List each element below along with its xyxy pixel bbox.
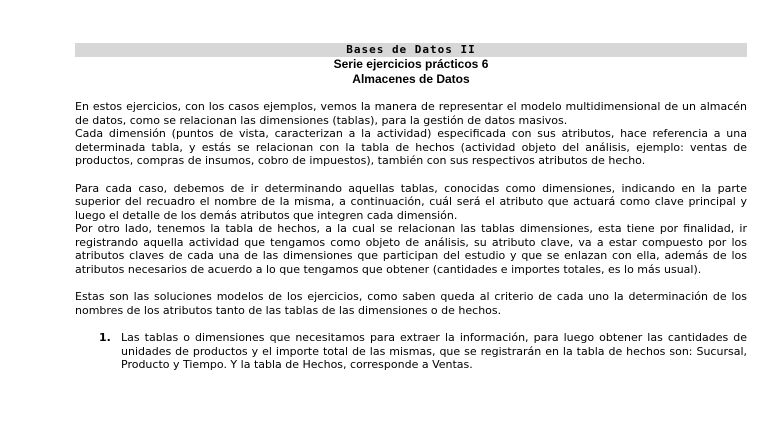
dimensions-procedure-paragraph: Para cada caso, debemos de ir determinando aquellas tablas, conocidas como dimensiones, indicando en la parte superior del recuadro el nombre de la misma, a continuación, cuál será el atributo que actuará como clave principal y luego el detalle de los demás atributos que integren cada dimensión.	[75, 181, 747, 222]
list-item	[75, 331, 747, 372]
solutions-paragraph: Estas son las soluciones modelos de los ejercicios, como saben queda al criterio de cada uno la determinación de los nombres de los atributos tanto de las tablas de las dimensiones o de hechos.	[75, 290, 747, 317]
document-page	[75, 43, 747, 372]
intro-paragraph: En estos ejercicios, con los casos ejemplos, vemos la manera de representar el modelo multidimensional de un almacén de datos, como se relacionan las dimensiones (tablas), para la gestión de datos masivos.	[75, 100, 747, 127]
course-title: Bases de Datos II	[75, 43, 747, 57]
topic-title: Almacenes de Datos	[352, 72, 470, 86]
exercise-list	[75, 331, 747, 372]
dimension-paragraph: Cada dimensión (puntos de vista, caracterizan a la actividad) especificada con sus atributos, hace referencia a una determinada tabla, y estás se relacionan con la tabla de hechos (actividad objeto del análisis, ejemplo: ventas de productos, compras de insumos, cobro de impuestos), también con sus respectivos atributos de hecho.	[75, 127, 747, 167]
list-item-text: Las tablas o dimensiones que necesitamos para extraer la información, para luego obtener las cantidades de unidades de productos y el importe total de las mismas, que se registrarán en la tabla de hechos son: Sucursal, Producto y Tiempo. Y la tabla de Hechos, corresponde a Ventas.	[121, 331, 747, 371]
series-title: Serie ejercicios prácticos 6	[333, 57, 489, 71]
list-item-number: 1.	[99, 331, 111, 344]
fact-table-paragraph: Por otro lado, tenemos la tabla de hechos, a la cual se relacionan las tablas dimensiones, esta tiene por finalidad, ir registrando aquella actividad que tengamos como objeto de análisis, su atributo clave, va a estar compuesto por los atributos claves de cada una de las dimensiones que participan del estudio y que se enlazan con ella, además de los atributos necesarios de acuerdo a lo que tengamos que obtener (cantidades e importes totales, es lo más usual).	[75, 222, 747, 276]
